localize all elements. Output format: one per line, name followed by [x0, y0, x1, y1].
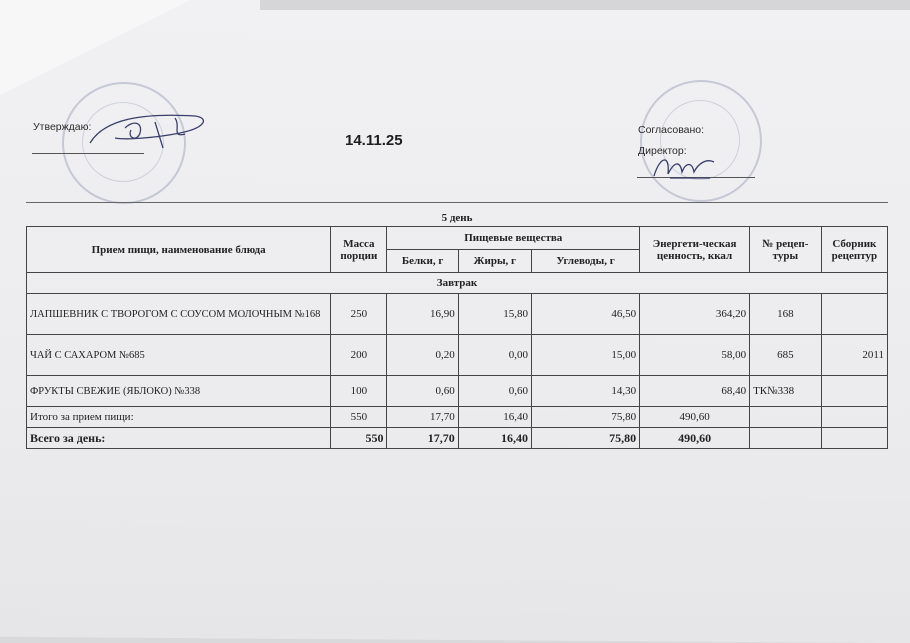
protein-cell: 0,20: [387, 335, 458, 376]
collection-cell: [821, 294, 887, 335]
day-title: 5 день: [27, 210, 888, 227]
protein-cell: 0,60: [387, 376, 458, 407]
day-total-protein: 17,70: [387, 428, 458, 449]
protein-cell: 16,90: [387, 294, 458, 335]
director-label: Директор:: [638, 145, 687, 157]
agreed-label: Согласовано:: [638, 124, 705, 136]
recipe-cell: ТК№338: [750, 376, 822, 407]
meal-total-collection: [821, 407, 887, 428]
page-corner: [0, 0, 190, 95]
day-total-energy: 490,60: [640, 428, 750, 449]
approve-label: Утверждаю:: [33, 121, 92, 133]
table-row: [27, 294, 888, 335]
col-collection-header: Сборник рецептур: [821, 227, 887, 273]
approve-signature: [85, 108, 215, 158]
col-protein-header: Белки, г: [387, 250, 458, 273]
menu-table: [26, 210, 888, 449]
header-rule: [26, 202, 888, 203]
energy-cell: 58,00: [640, 335, 750, 376]
table-row: [27, 376, 888, 407]
energy-cell: 364,20: [640, 294, 750, 335]
meal-total-fat: 16,40: [458, 407, 531, 428]
carbs-cell: 14,30: [531, 376, 639, 407]
col-recipe-header: № рецеп-туры: [750, 227, 822, 273]
table-row: [27, 335, 888, 376]
meal-total-mass: 550: [331, 407, 387, 428]
day-total-row: [27, 428, 888, 449]
col-fat-header: Жиры, г: [458, 250, 531, 273]
header-row-1: [27, 227, 888, 250]
meal-total-recipe: [750, 407, 822, 428]
dish-name: ЧАЙ С САХАРОМ №685: [27, 335, 331, 376]
day-total-fat: 16,40: [458, 428, 531, 449]
section-row: [27, 273, 888, 294]
section-title: Завтрак: [27, 273, 888, 294]
carbs-cell: 15,00: [531, 335, 639, 376]
day-total-recipe: [750, 428, 822, 449]
col-mass-header: Масса порции: [331, 227, 387, 273]
col-dish-header: Прием пищи, наименование блюда: [27, 227, 331, 273]
meal-total-row: [27, 407, 888, 428]
dish-name: ЛАПШЕВНИК С ТВОРОГОМ С СОУСОМ МОЛОЧНЫМ №168: [27, 294, 331, 335]
mass-cell: 100: [331, 376, 387, 407]
meal-total-label: Итого за прием пищи:: [27, 407, 331, 428]
col-carbs-header: Углеводы, г: [531, 250, 639, 273]
meal-total-carbs: 75,80: [531, 407, 639, 428]
carbs-cell: 46,50: [531, 294, 639, 335]
fat-cell: 0,60: [458, 376, 531, 407]
col-energy-header: Энергети-ческая ценность, ккал: [640, 227, 750, 273]
day-title-row: [27, 210, 888, 227]
background-strip: [260, 0, 910, 10]
day-total-label: Всего за день:: [27, 428, 331, 449]
meal-total-protein: 17,70: [387, 407, 458, 428]
collection-cell: 2011: [821, 335, 887, 376]
recipe-cell: 168: [750, 294, 822, 335]
mass-cell: 200: [331, 335, 387, 376]
day-total-mass: 550: [331, 428, 387, 449]
recipe-cell: 685: [750, 335, 822, 376]
day-total-collection: [821, 428, 887, 449]
director-signature: [650, 148, 730, 184]
dish-name: ФРУКТЫ СВЕЖИЕ (ЯБЛОКО) №338: [27, 376, 331, 407]
collection-cell: [821, 376, 887, 407]
document-date: 14.11.25: [345, 132, 403, 149]
day-total-carbs: 75,80: [531, 428, 639, 449]
mass-cell: 250: [331, 294, 387, 335]
fat-cell: 0,00: [458, 335, 531, 376]
energy-cell: 68,40: [640, 376, 750, 407]
col-nutrients-header: Пищевые вещества: [387, 227, 640, 250]
meal-total-energy: 490,60: [640, 407, 750, 428]
fat-cell: 15,80: [458, 294, 531, 335]
